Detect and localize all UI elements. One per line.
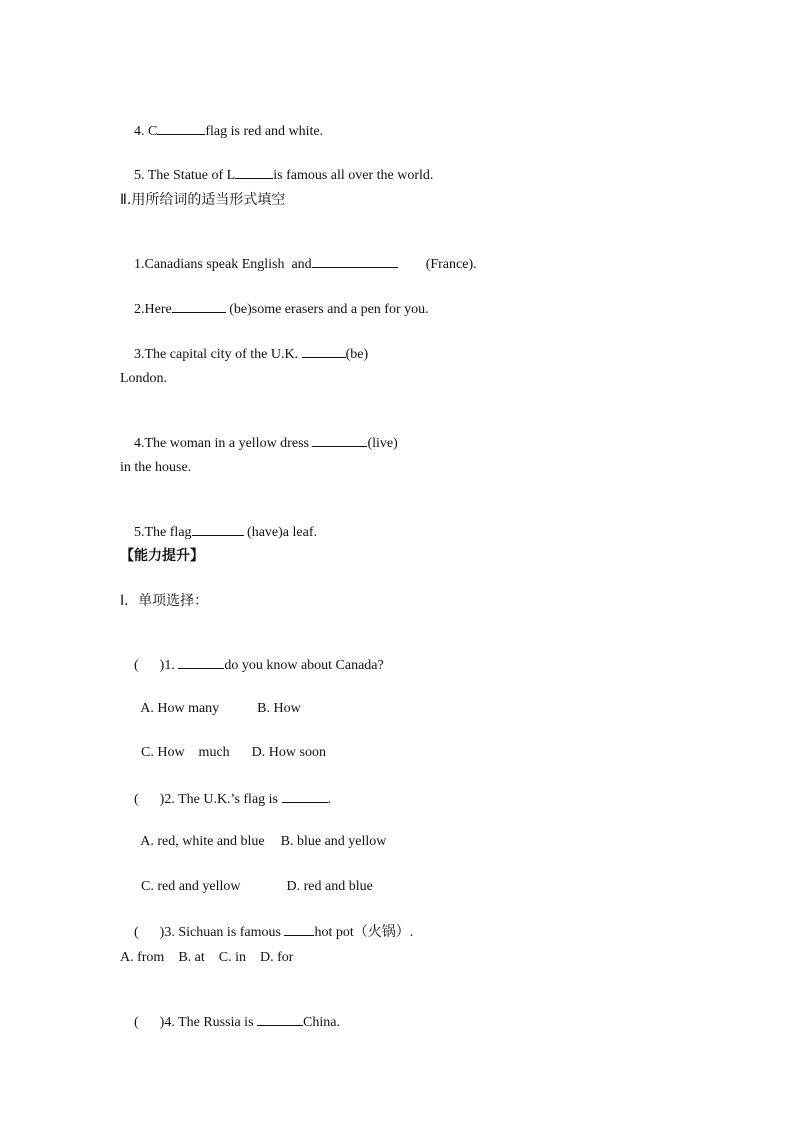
answer-blank [284,922,314,936]
fill-question-4: 4.The woman in a yellow dress (live) [120,415,398,471]
answer-blank [192,522,244,536]
answer-blank [312,433,367,447]
mc-question-2-options-row-2: C. red and yellow D. red and blue [141,879,373,894]
mc-question-2-options-row-1: A. red, white and blue B. blue and yellow [140,834,387,849]
mc-question-1-options-row-2: C. How much D. How soon [141,745,326,760]
mc-question-1-options-row-1: A. How many B. How [140,701,301,716]
question-4-flag: 4. C flag is red and white. [120,103,323,159]
answer-blank [302,344,346,358]
fill-question-5: 5.The flag (have)a leaf. [120,504,317,560]
answer-blank [312,254,398,268]
answer-blank [157,121,205,135]
mc-question-1: ( )1. do you know about Canada? [120,637,384,693]
mc-question-3-options: A. from B. at C. in D. for [120,950,294,965]
mc-question-4: ( )4. The Russia is China. [120,994,340,1050]
section-heading-fill-in: Ⅱ.用所给词的适当形式填空 [120,192,286,208]
answer-blank [178,655,224,669]
answer-blank [282,789,328,803]
fill-question-1: 1.Canadians speak English and (France). [120,236,477,292]
fill-question-3-continuation: London. [120,371,168,386]
fill-question-2: 2.Here (be)some erasers and a pen for you. [120,281,429,337]
answer-blank [172,299,226,313]
answer-blank [235,165,273,179]
mc-question-3: ( )3. Sichuan is famous hot pot（火锅）. [120,904,413,960]
section-heading-ability: 【能力提升】 [120,548,204,564]
answer-blank [257,1012,303,1026]
section-subheading-multiple-choice: Ⅰ．单项选择： [120,593,209,609]
fill-question-4-continuation: in the house. [120,460,192,475]
question-5-statue: 5. The Statue of L is famous all over the world. [120,147,433,203]
mc-question-2: ( )2. The U.K.’s flag is . [120,771,331,827]
fill-question-3: 3.The capital city of the U.K. (be) [120,326,368,382]
